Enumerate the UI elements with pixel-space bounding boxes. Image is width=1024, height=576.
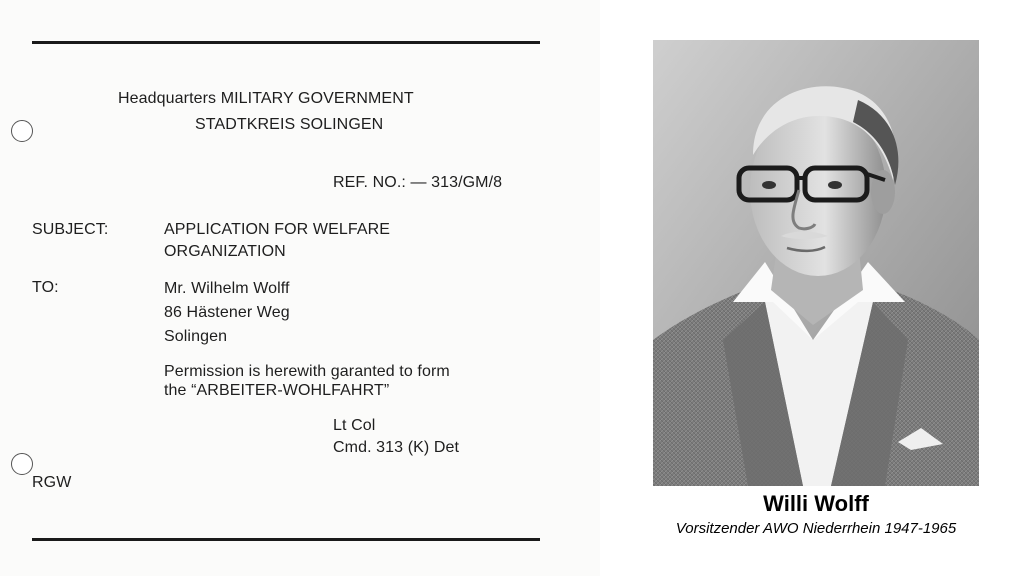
top-rule	[32, 41, 540, 44]
photo-caption-subtitle: Vorsitzender AWO Niederrhein 1947-1965	[675, 520, 957, 537]
portrait-photo	[653, 40, 979, 486]
punch-hole-lower	[11, 453, 33, 475]
punch-hole-upper	[11, 120, 33, 142]
recipient-address	[164, 277, 290, 349]
initials: RGW	[32, 474, 72, 491]
subject-label: SUBJECT:	[32, 221, 109, 238]
to-label: TO:	[32, 279, 59, 296]
eye-left	[762, 181, 776, 189]
eye-right	[828, 181, 842, 189]
reference-number: REF. NO.: — 313/GM/8	[333, 174, 503, 191]
address-line-1: Mr. Wilhelm Wolff	[164, 280, 290, 297]
subject-value	[164, 219, 390, 263]
letter-body	[164, 362, 450, 400]
body-line-2: the “ARBEITER-WOHLFAHRT”	[164, 382, 390, 399]
signature-block	[333, 415, 459, 459]
subject-line-2: ORGANIZATION	[164, 243, 286, 260]
portrait-illustration	[653, 40, 979, 486]
photo-caption-name: Willi Wolff	[763, 491, 869, 516]
letterhead-line-2: STADTKREIS SOLINGEN	[195, 116, 384, 133]
signature-rank: Lt Col	[333, 417, 376, 434]
subject-line-1: APPLICATION FOR WELFARE	[164, 221, 391, 238]
signature-unit: Cmd. 313 (K) Det	[333, 439, 460, 456]
address-line-2: 86 Hästener Weg	[164, 304, 290, 321]
letterhead-line-1: Headquarters MILITARY GOVERNMENT	[118, 90, 414, 107]
bottom-rule	[32, 538, 540, 541]
body-line-1: Permission is herewith garanted to form	[164, 363, 450, 380]
address-line-3: Solingen	[164, 328, 228, 345]
